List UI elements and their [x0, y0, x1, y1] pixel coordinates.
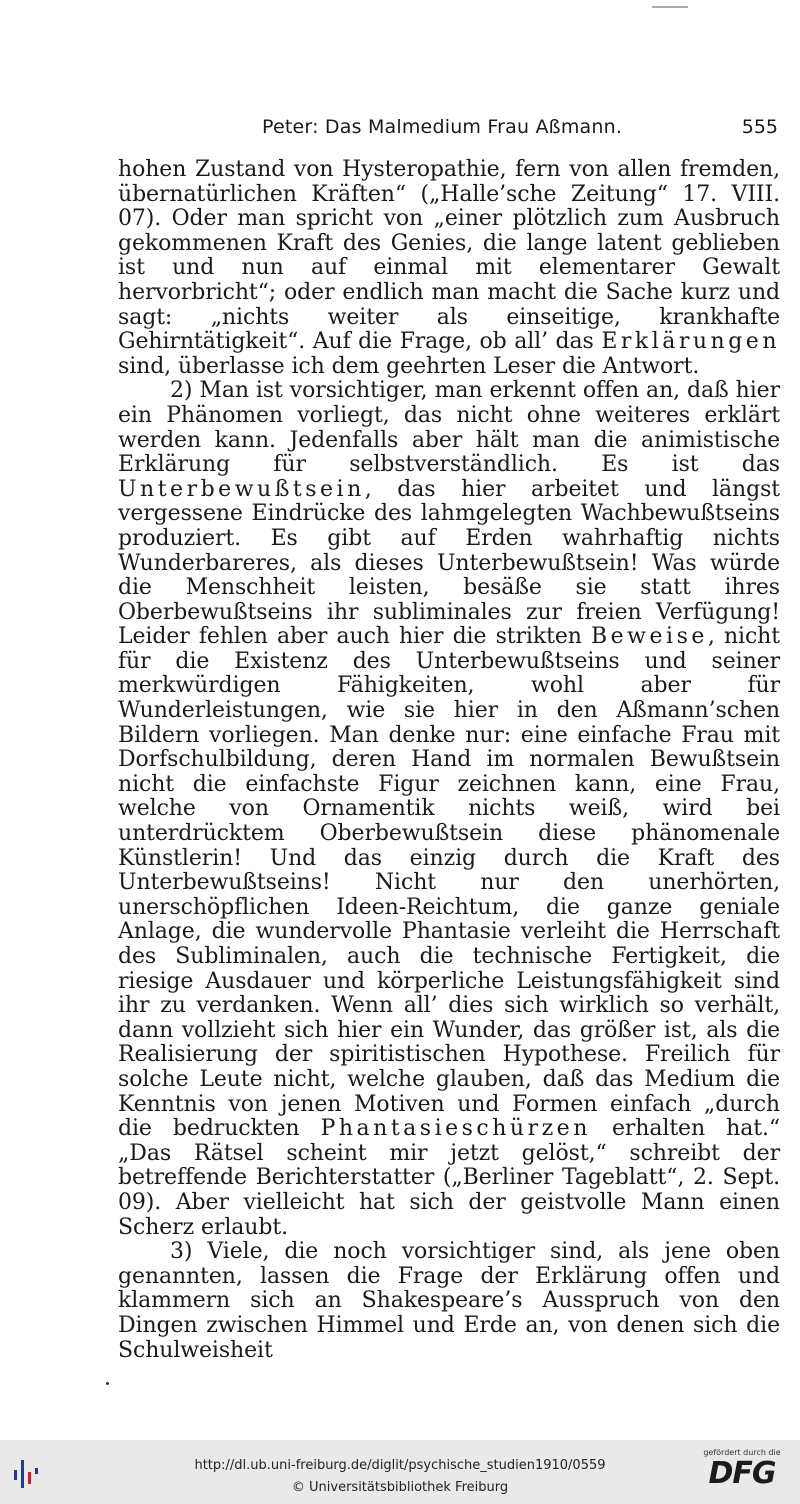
page-number: 555: [741, 116, 778, 138]
spaced-word: Phantasieschürzen: [320, 1116, 591, 1142]
spaced-word: Beweise: [591, 624, 708, 650]
text-run: sind, überlasse ich dem geehrten Leser die Antwort.: [118, 353, 700, 379]
spaced-word: Unterbewußtsein: [118, 476, 365, 502]
running-header: [0, 116, 800, 146]
spaced-word: Erklärungen: [601, 329, 780, 355]
text-run: hohen Zustand von Hysteropathie, fern von allen fremden, übernatürlichen Kräften“ („Halle’sche Zeitung“ 17. VIII. 07). Oder man spricht von „einer plötzlich zum Ausbruch gekommenen Kraft des Genies, die lange latent geblieben ist und nun auf einmal mit elementarer Gewalt hervorbricht“; oder endlich man macht die Sache kurz und sagt: „nichts weiter als einseitige, krankhafte Gehirntätigkeit“. Auf die Frage, ob all’ das: [118, 157, 780, 355]
paragraph-1: [118, 158, 780, 379]
speck: [106, 1382, 109, 1385]
copyright: © Universitätsbibliothek Freiburg: [291, 1480, 509, 1495]
dfg-wordmark: DFG: [708, 1456, 776, 1491]
paragraph-3: 3) Viele, die noch vorsichtiger sind, als jene oben genannten, lassen die Frage der Erklärung offen und klammern sich an Shakespeare’s Ausspruch von den Dingen zwischen Himmel und Erde an, von denen sich die Schulweisheit: [118, 1239, 780, 1363]
running-title: Peter: Das Malmedium Frau Aßmann.: [262, 116, 623, 138]
dfg-logo: [696, 1446, 788, 1500]
body-text: [118, 158, 780, 1363]
viewer-footer: [0, 1440, 800, 1504]
scan-mark: [652, 6, 688, 8]
text-run: , das hier arbeitet und längst vergessene Eindrücke des lahmgelegten Wachbewußtseins produziert. Es gibt auf Erden wahrhaftig nichts Wunderbareres, als dieses Unterbewußtsein! Was würde die Menschheit leisten, besäße sie statt ihres Oberbewußtseins ihr subliminales zur freien Verfügung! Leider fehlen aber auch hier die strikten: [118, 476, 780, 650]
text-run: erhalten hat.“ „Das Rätsel scheint mir jetzt gelöst,“ schreibt der betreffende Berichterstatter („Berliner Tageblatt“, 2. Sept. 09). Aber vielleicht hat sich der geistvolle Mann einen Scherz erlaubt.: [118, 1116, 780, 1240]
text-run: 2) Man ist vorsichtiger, man erkennt offen an, daß hier ein Phänomen vorliegt, das nicht ohne weiteres erklärt werden kann. Jedenfalls aber hält man die animistische Erklärung für selbstverständlich. Es ist das: [118, 378, 780, 478]
text-run: , nicht für die Existenz des Unterbewußtseins und seiner merkwürdigen Fähigkeiten, wohl aber für Wunderleistungen, wie sie hier in den Aßmann’schen Bildern vorliegen. Man denke nur: eine einfache Frau mit Dorfschulbildung, deren Hand im normalen Bewußtsein nicht die einfachste Figur zeichnen kann, eine Frau, welche von Ornamentik nichts weiß, wird bei unterdrücktem Oberbewußtsein diese phänomenale Künstlerin! Und das einzig durch die Kraft des Unterbewußtseins! Nicht nur den unerhörten, unerschöpflichen Ideen-Reichtum, die ganze geniale Anlage, die wundervolle Phantasie verleiht die Herrschaft des Subliminalen, auch die technische Fertigkeit, die riesige Ausdauer und körperliche Leistungsfähigkeit sind ihr zu verdanken. Wenn all’ dies sich wirklich so verhält, dann vollzieht sich hier ein Wunder, das größer ist, als die Realisierung der spiritistischen Hypothese. Freilich für solche Leute nicht, welche glauben, daß das Medium die Kenntnis von jenen Motiven und Formen einfach „durch die bedruckten: [118, 624, 780, 1142]
dfg-caption: gefördert durch die: [703, 1448, 781, 1457]
permalink[interactable]: http://dl.ub.uni-freiburg.de/diglit/psychische_studien1910/0559: [194, 1458, 606, 1473]
paragraph-2: [118, 379, 780, 1240]
